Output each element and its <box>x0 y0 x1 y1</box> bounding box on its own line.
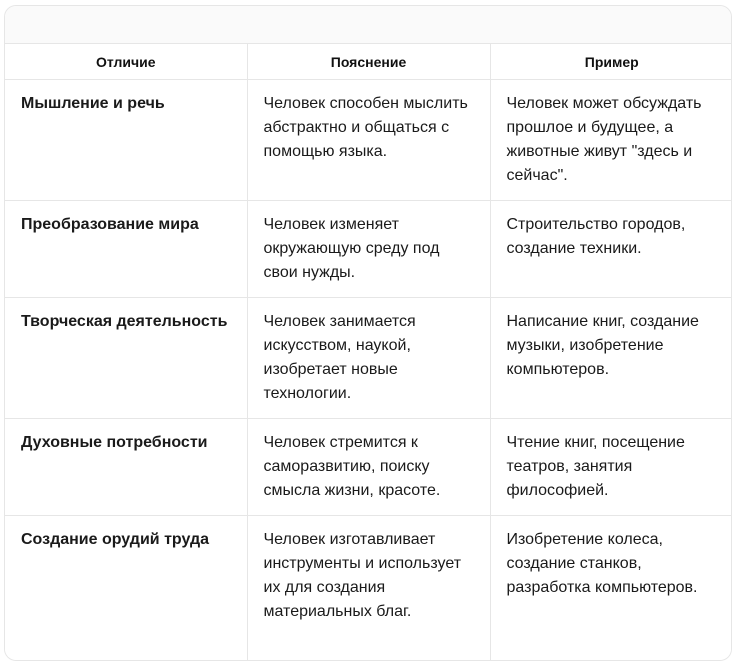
cell-explanation: Человек изменяет окружающую среду под свои нужды. <box>247 201 490 298</box>
cell-example: Изобретение колеса, создание станков, разработка компьютеров. <box>490 516 732 660</box>
cell-example: Написание книг, создание музыки, изобретение компьютеров. <box>490 298 732 419</box>
cell-feature: Творческая деятельность <box>5 298 247 419</box>
cell-feature: Духовные потребности <box>5 419 247 516</box>
table-row <box>5 201 732 298</box>
cell-example: Человек может обсуждать прошлое и будущее, а животные живут "здесь и сейчас". <box>490 80 732 201</box>
cell-explanation: Человек способен мыслить абстрактно и общаться с помощью языка. <box>247 80 490 201</box>
cell-example: Чтение книг, посещение театров, занятия философией. <box>490 419 732 516</box>
cell-feature: Мышление и речь <box>5 80 247 201</box>
table-card-header <box>5 6 731 43</box>
table-header-row <box>5 44 732 80</box>
cell-feature: Преобразование мира <box>5 201 247 298</box>
cell-example: Строительство городов, создание техники. <box>490 201 732 298</box>
table-row <box>5 419 732 516</box>
comparison-table <box>5 43 732 660</box>
cell-explanation: Человек стремится к саморазвитию, поиску смысла жизни, красоте. <box>247 419 490 516</box>
cell-feature: Создание орудий труда <box>5 516 247 660</box>
column-header-explanation: Пояснение <box>247 44 490 80</box>
cell-explanation: Человек занимается искусством, наукой, изобретает новые технологии. <box>247 298 490 419</box>
table-row <box>5 80 732 201</box>
table-row <box>5 298 732 419</box>
table-card <box>4 5 732 661</box>
column-header-feature: Отличие <box>5 44 247 80</box>
table-row <box>5 516 732 660</box>
column-header-example: Пример <box>490 44 732 80</box>
cell-explanation: Человек изготавливает инструменты и использует их для создания материальных благ. <box>247 516 490 660</box>
